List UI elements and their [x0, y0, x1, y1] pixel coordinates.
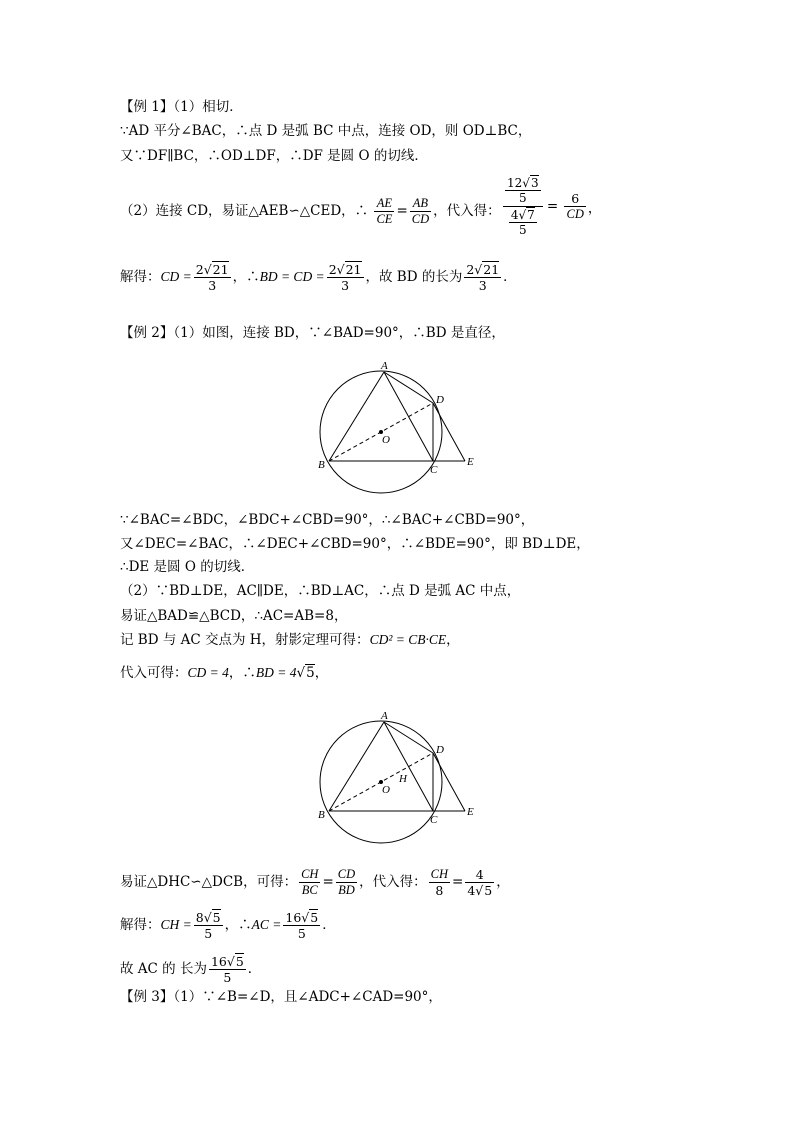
ex1-line4-text-b: ，代入得： [433, 203, 501, 219]
ex1-line1: 【例 1】（1）相切． [120, 99, 243, 115]
label-d: D [436, 744, 444, 756]
label-a: A [381, 710, 388, 722]
segment-ab [329, 372, 384, 461]
label-b: B [318, 459, 325, 471]
geometry-figure-2 [310, 706, 480, 848]
label-a: A [381, 360, 388, 372]
segment-ad [384, 722, 433, 753]
ex2-line7: 记 BD 与 AC 交点为 H，射影定理可得：CD² = CB·CE， [120, 632, 460, 648]
label-b: B [318, 809, 325, 821]
ex2-line1: 【例 2】（1）如图，连接 BD，∵∠BAD=90°，∴BD 是直径， [120, 325, 505, 341]
geometry-figure-1 [310, 356, 480, 498]
label-e: E [467, 806, 474, 818]
ex1-line2: ∵AD 平分∠BAC，∴点 D 是弧 BC 中点，连接 OD，则 OD⊥BC， [120, 123, 532, 139]
ex2-line5: （2）∵BD⊥DE，AC∥DE，∴BD⊥AC，∴点 D 是弧 AC 中点， [120, 583, 521, 599]
ex2-line9: 易证△DHC∽△DCB，可得： $\frac{CH}{BC}$ = $\frac{CD}{BD}$ ，代入得： $\frac{CH}{8}$ = $\frac{4}{4√5}$ ， [120, 867, 510, 898]
label-e: E [467, 456, 474, 468]
ex2-line10: 解得：CH = $\frac{8√5}{5}$ ，∴AC = $\frac{16√5}{5}$ ． [120, 910, 336, 941]
ex2-line11: 故 AC 的 长为 $\frac{16√5}{5}$ ． [120, 954, 262, 985]
label-c: C [430, 464, 438, 476]
segment-ab [329, 722, 384, 811]
label-o: O [382, 784, 390, 796]
label-c: C [430, 814, 438, 826]
segment-ad [384, 372, 433, 403]
label-h: H [399, 773, 407, 785]
ex2-line3: 又∠DEC=∠BAC，∴∠DEC+∠CBD=90°，∴∠BDE=90°，即 BD⊥DE， [120, 536, 590, 552]
ex1-line4: （2）连接 CD，易证△AEB∽△CED，∴ $\frac{AE}{CE}$ = $\frac{AB}{CD}$ ，代入得： [120, 196, 501, 226]
ex1-line5: 解得：CD = $\frac{2√21}{3}$ ，∴BD = CD = $\frac{2√21}{3}$ ，故 BD 的长为 $\frac{2√21}{3}$ ． [120, 262, 517, 293]
segment-de [433, 753, 465, 811]
ex1-line3: 又∵DF∥BC，∴OD⊥DF，∴DF 是圆 O 的切线． [120, 148, 428, 164]
segment-de [433, 403, 465, 461]
label-o: O [382, 434, 390, 446]
label-d: D [436, 394, 444, 406]
ex2-line2: ∵∠BAC=∠BDC，∠BDC+∠CBD=90°，∴∠BAC+∠CBD=90°， [120, 512, 535, 528]
frac-ab-cd: $\frac{AB}{CD}$ [411, 196, 430, 226]
ex2-line8: 代入可得：CD = 4，∴BD = 4√5， [120, 665, 329, 681]
ex2-line6: 易证△BAD≌△BCD，∴AC=AB=8， [120, 608, 348, 624]
ex1-line4-text-a: （2）连接 CD，易证△AEB∽△CED，∴ [120, 203, 369, 219]
ex2-line4: ∴DE 是圆 O 的切线． [120, 559, 255, 575]
ex3-line1: 【例 3】（1）∵∠B=∠D，且∠ADC+∠CAD=90°， [120, 989, 442, 1005]
frac-ae-ce: $\frac{AE}{CE}$ [376, 196, 393, 226]
compound-fraction: $\frac{\frac{12√3}{5}}{\frac{4√7}{5}}$ = $\frac{6}{CD}$ ， [503, 176, 601, 237]
